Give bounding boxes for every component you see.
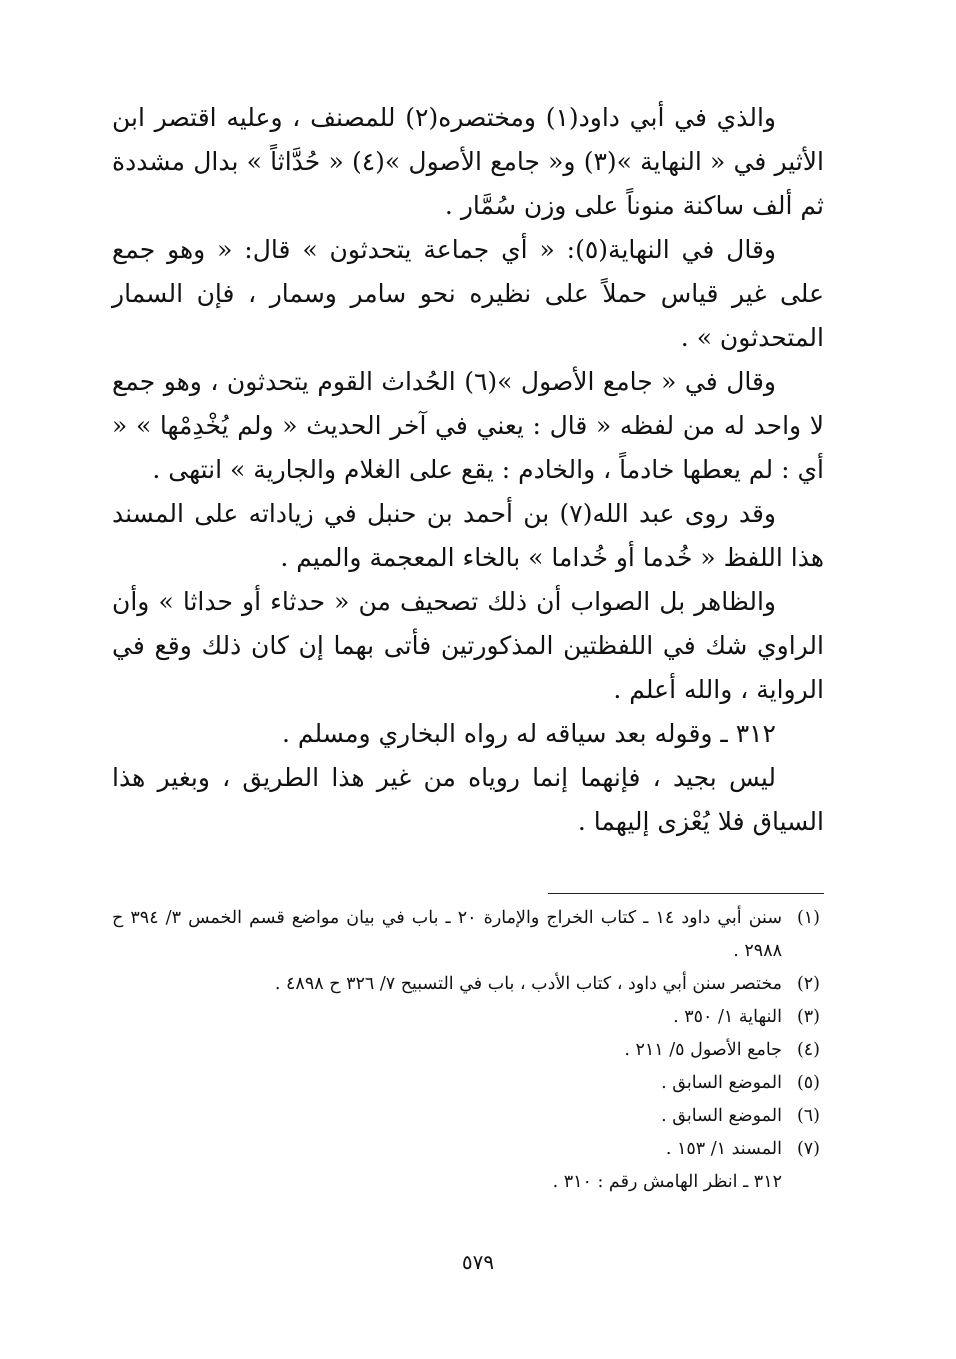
footnote-4	[112, 1034, 824, 1067]
paragraph-6: ٣١٢ ـ وقوله بعد سياقه له رواه البخاري ومسلم .	[281, 719, 776, 748]
footnote-text: جامع الأصول ٥/ ٢١١ .	[624, 1040, 782, 1060]
footnotes	[112, 902, 824, 1199]
footnote-number: (٤)	[796, 1040, 820, 1060]
footnote-number: (٢)	[796, 974, 820, 994]
paragraph-2: وقال في النهاية(٥): « أي جماعة يتحدثون » قال: « وهو جمع على غير قياس حملاً على نظيره نحو سامر وسمار ، فإن السمار المتحدثون » .	[112, 235, 824, 352]
footnote-number: (١)	[796, 908, 820, 928]
footnote-text: النهاية ١/ ٣٥٠ .	[673, 1007, 782, 1027]
footnote-number: (٥)	[796, 1073, 820, 1093]
footnote-text: المسند ١/ ١٥٣ .	[665, 1139, 782, 1159]
footnote-separator	[548, 893, 824, 894]
footnote-text: سنن أبي داود ١٤ ـ كتاب الخراج والإمارة ٢٠ ـ باب في بيان مواضع قسم الخمس ٣/ ٣٩٤ ح ٢٩٨٨ .	[112, 908, 782, 961]
footnote-number: (٦)	[796, 1106, 820, 1126]
footnote-1	[112, 902, 824, 968]
footnote-6	[112, 1100, 824, 1133]
footnote-number: (٧)	[796, 1139, 820, 1159]
footnote-text: الموضع السابق .	[661, 1073, 782, 1093]
footnote-5	[112, 1067, 824, 1100]
paragraph-5: والظاهر بل الصواب أن ذلك تصحيف من « حدثاء أو حداثا » وأن الراوي شك في اللفظتين المذكورتين فأتى بهما إن كان ذلك وقع في الرواية ، والله أعلم .	[112, 587, 824, 704]
footnote-8	[112, 1166, 824, 1199]
paragraph-4: وقد روى عبد الله(٧) بن أحمد بن حنبل في زياداته على المسند هذا اللفظ « خُدما أو خُداما » بالخاء المعجمة والميم .	[112, 499, 824, 572]
footnote-text: مختصر سنن أبي داود ، كتاب الأدب ، باب في التسبيح ٧/ ٣٢٦ ح ٤٨٩٨ .	[274, 974, 782, 994]
footnote-number: (٣)	[796, 1007, 820, 1027]
footnote-3	[112, 1001, 824, 1034]
footnote-text: ٣١٢ ـ انظر الهامش رقم : ٣١٠ .	[552, 1172, 782, 1192]
footnote-2	[112, 968, 824, 1001]
page-number: ٥٧٩	[461, 1250, 495, 1274]
footnote-7	[112, 1133, 824, 1166]
paragraph-1: والذي في أبي داود(١) ومختصره(٢) للمصنف ، وعليه اقتصر ابن الأثير في « النهاية »(٣) و« جامع الأصول »(٤) « حُدَّاثاً » بدال مشددة ثم ألف ساكنة منوناً على وزن سُمَّار .	[112, 103, 824, 220]
paragraph-3: وقال في « جامع الأصول »(٦) الحُداث القوم يتحدثون ، وهو جمع لا واحد له من لفظه « قال : يعني في آخر الحديث « ولم يُخْدِمْها » « أي : لم يعطها خادماً ، والخادم : يقع على الغلام والجارية » انتهى .	[112, 367, 824, 484]
footnote-text: الموضع السابق .	[661, 1106, 782, 1126]
paragraph-7: ليس بجيد ، فإنهما إنما روياه من غير هذا الطريق ، وبغير هذا السياق فلا يُعْزى إليهما .	[112, 763, 824, 836]
main-text	[112, 96, 824, 844]
